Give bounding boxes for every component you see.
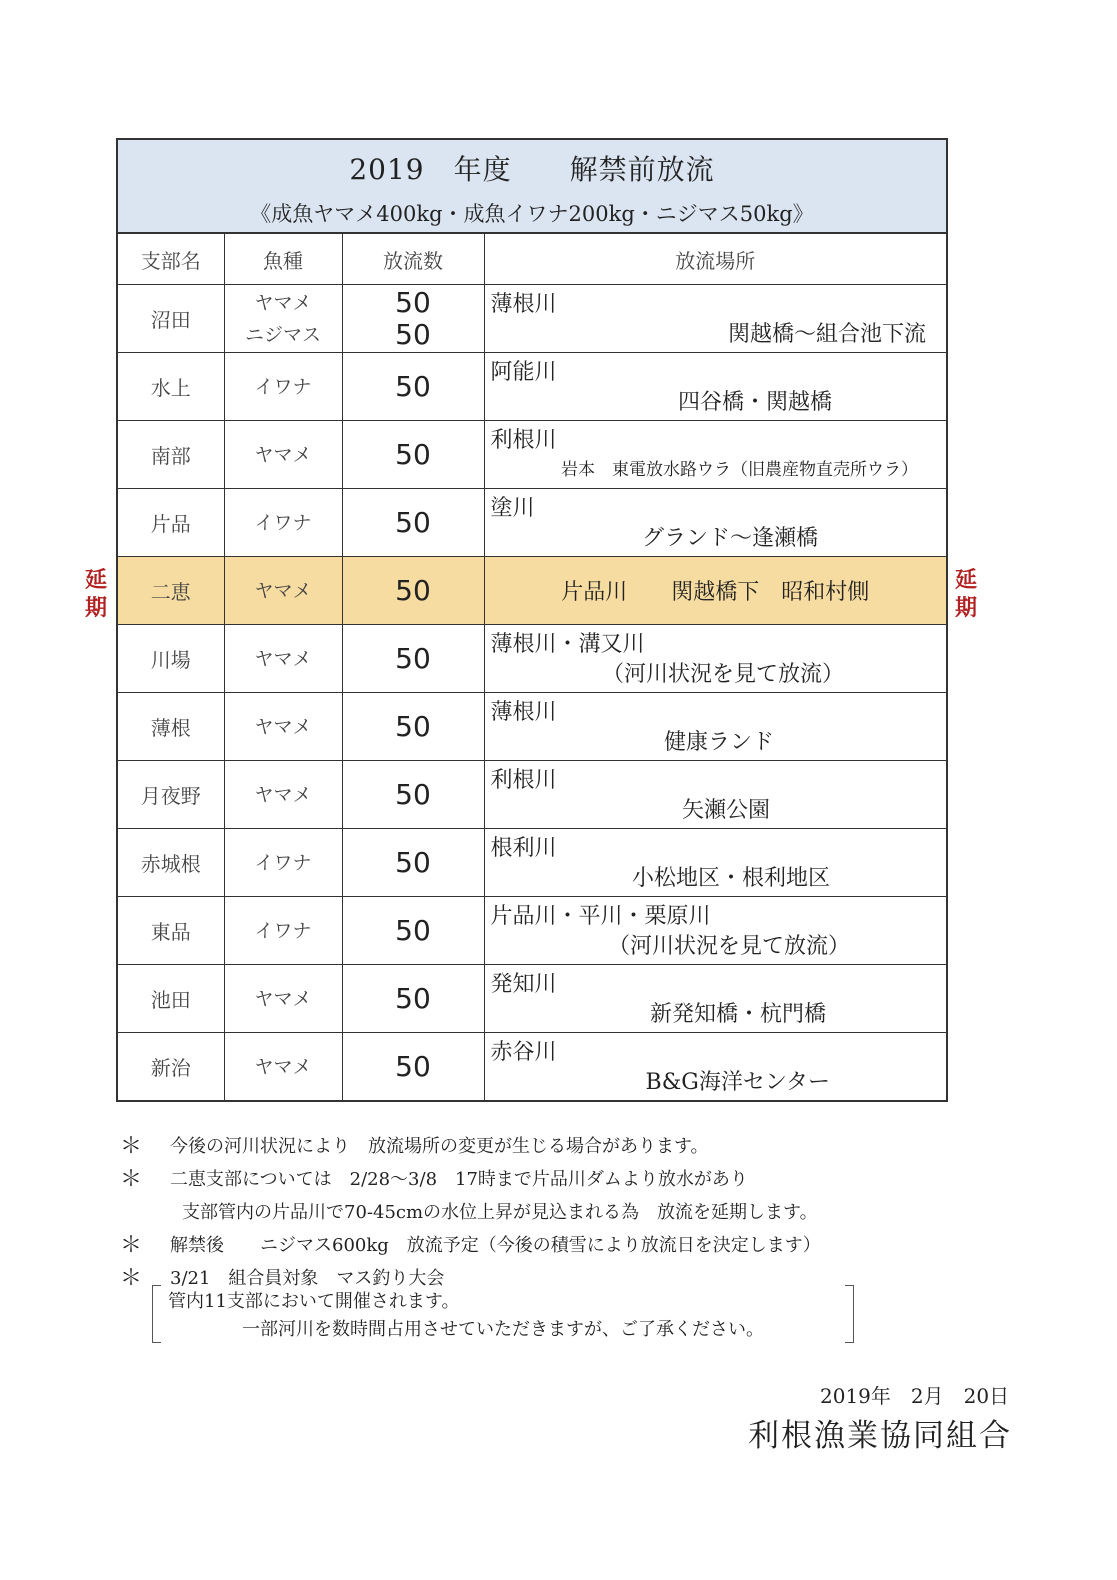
page-subtitle: 《成魚ヤマメ400kg・成魚イワナ200kg・ニジマス50kg》	[250, 202, 814, 226]
place-detail: 健康ランド	[663, 730, 774, 755]
postpone-label-right	[954, 566, 978, 622]
branch-cell: 東品	[118, 897, 224, 965]
table-row	[118, 421, 946, 489]
branch-cell: 新治	[118, 1033, 224, 1101]
fish-cell	[224, 285, 342, 353]
place-river: 根利川	[490, 836, 557, 861]
table-row	[118, 285, 946, 353]
count-cell: 50	[342, 829, 484, 897]
note-continuation: 支部管内の片品川で70-45cmの水位上昇が見込まれる為 放流を延期します。	[182, 1202, 818, 1223]
place-cell	[484, 829, 946, 897]
release-table	[118, 234, 946, 1100]
branch-cell: 池田	[118, 965, 224, 1033]
postpone-char: 延	[84, 567, 107, 593]
place-detail: 関越橋～組合池下流	[727, 322, 926, 347]
header-fish: 魚種	[224, 234, 342, 285]
note-item	[120, 1163, 980, 1196]
place-river: 利根川	[490, 768, 557, 793]
bracket-right-icon	[845, 1285, 854, 1343]
place-river: 薄根川・溝又川	[490, 632, 645, 657]
place-detail: グランド～逢瀬橋	[641, 526, 818, 551]
place-river: 利根川	[490, 428, 557, 453]
place-cell	[484, 761, 946, 829]
place-river: 赤谷川	[490, 1040, 557, 1065]
fish-cell: ヤマメ	[224, 761, 342, 829]
fish-cell: ヤマメ	[224, 693, 342, 761]
note-text: 二恵支部については 2/28～3/8 17時まで片品川ダムより放水があり	[170, 1169, 748, 1190]
postpone-char: 延	[954, 567, 977, 593]
page-title: 2019 年度 解禁前放流	[349, 153, 715, 186]
header-place: 放流場所	[484, 234, 946, 285]
branch-cell: 月夜野	[118, 761, 224, 829]
count-value-2: 50	[395, 317, 431, 351]
note-item	[120, 1130, 980, 1163]
fish-cell: イワナ	[224, 353, 342, 421]
place-detail: B&G海洋センター	[645, 1070, 830, 1095]
count-cell: 50	[342, 693, 484, 761]
place-cell	[484, 353, 946, 421]
table-row	[118, 625, 946, 693]
count-cell: 50	[342, 897, 484, 965]
fish-type-2: ニジマス	[244, 323, 321, 346]
asterisk-icon: ＊	[120, 1134, 143, 1159]
table-row	[118, 353, 946, 421]
fish-cell: ヤマメ	[224, 625, 342, 693]
count-cell: 50	[342, 421, 484, 489]
table-row	[118, 761, 946, 829]
place-detail: 新発知橋・杭門橋	[649, 1002, 826, 1027]
place-cell	[484, 897, 946, 965]
branch-cell: 水上	[118, 353, 224, 421]
header-branch: 支部名	[118, 234, 224, 285]
place-cell	[484, 693, 946, 761]
bracket-line: 管内11支部において開催されます。	[168, 1291, 460, 1312]
table-row	[118, 897, 946, 965]
place-river: 塗川	[490, 496, 535, 521]
place-cell	[484, 625, 946, 693]
postpone-label-left	[84, 566, 108, 622]
branch-cell: 二恵	[118, 557, 224, 625]
branch-cell: 沼田	[118, 285, 224, 353]
header-count: 放流数	[342, 234, 484, 285]
note-item	[120, 1229, 980, 1262]
count-cell	[342, 285, 484, 353]
place-detail: （河川状況を見て放流）	[607, 934, 850, 959]
table-row	[118, 489, 946, 557]
place-cell	[484, 1033, 946, 1101]
fish-cell: ヤマメ	[224, 421, 342, 489]
bracket-left-icon	[152, 1285, 161, 1343]
place-river: 阿能川	[490, 360, 557, 385]
notes-section	[120, 1130, 980, 1295]
asterisk-icon: ＊	[120, 1167, 143, 1192]
note-text: 解禁後 ニジマス600kg 放流予定（今後の積雪により放流日を決定します）	[170, 1235, 821, 1256]
table-row	[118, 829, 946, 897]
fish-type: ヤマメ	[254, 291, 312, 314]
bracket-note	[152, 1285, 854, 1343]
count-cell: 50	[342, 965, 484, 1033]
fish-cell: イワナ	[224, 829, 342, 897]
note-text: 今後の河川状況により 放流場所の変更が生じる場合があります。	[170, 1136, 709, 1157]
table-row	[118, 1033, 946, 1101]
fish-cell: ヤマメ	[224, 965, 342, 1033]
count-cell: 50	[342, 489, 484, 557]
place-detail: 小松地区・根利地区	[631, 866, 830, 891]
fish-cell: ヤマメ	[224, 1033, 342, 1101]
count-cell: 50	[342, 557, 484, 625]
postpone-char: 期	[84, 595, 107, 621]
table-header-row	[118, 234, 946, 285]
place-detail: 岩本 東電放水路ウラ（旧農産物直売所ウラ）	[561, 460, 918, 480]
place-cell	[484, 285, 946, 353]
organization-name: 利根漁業協同組合	[748, 1418, 1012, 1454]
fish-cell: ヤマメ	[224, 557, 342, 625]
bracket-line: 一部河川を数時間占用させていただきますが、ご了承ください。	[242, 1319, 764, 1340]
count-cell: 50	[342, 353, 484, 421]
count-cell: 50	[342, 625, 484, 693]
title-block	[118, 140, 946, 234]
asterisk-icon: ＊	[120, 1233, 143, 1258]
fish-cell: イワナ	[224, 489, 342, 557]
issue-date: 2019年 2月 20日	[820, 1384, 1010, 1408]
asterisk-icon: ＊	[120, 1266, 143, 1291]
note-text: 3/21 組合員対象 マス釣り大会	[170, 1268, 445, 1289]
place-detail: （河川状況を見て放流）	[601, 662, 844, 687]
branch-cell: 川場	[118, 625, 224, 693]
place-river: 発知川	[490, 972, 557, 997]
place-cell	[484, 489, 946, 557]
table-row	[118, 693, 946, 761]
place-cell	[484, 965, 946, 1033]
place-river: 片品川・平川・栗原川	[490, 904, 711, 929]
place-river: 薄根川	[490, 700, 557, 725]
place-detail: 矢瀬公園	[681, 798, 770, 823]
branch-cell: 南部	[118, 421, 224, 489]
postpone-char: 期	[954, 595, 977, 621]
place-detail: 四谷橋・関越橋	[677, 390, 832, 415]
table-row-postponed	[118, 557, 946, 625]
branch-cell: 赤城根	[118, 829, 224, 897]
fish-cell: イワナ	[224, 897, 342, 965]
place-river: 薄根川	[490, 292, 557, 317]
release-sheet	[116, 138, 948, 1102]
count-cell: 50	[342, 1033, 484, 1101]
place-cell: 片品川 関越橋下 昭和村側	[484, 557, 946, 625]
branch-cell: 片品	[118, 489, 224, 557]
branch-cell: 薄根	[118, 693, 224, 761]
count-cell: 50	[342, 761, 484, 829]
place-cell	[484, 421, 946, 489]
table-row	[118, 965, 946, 1033]
count-value: 50	[395, 285, 431, 319]
